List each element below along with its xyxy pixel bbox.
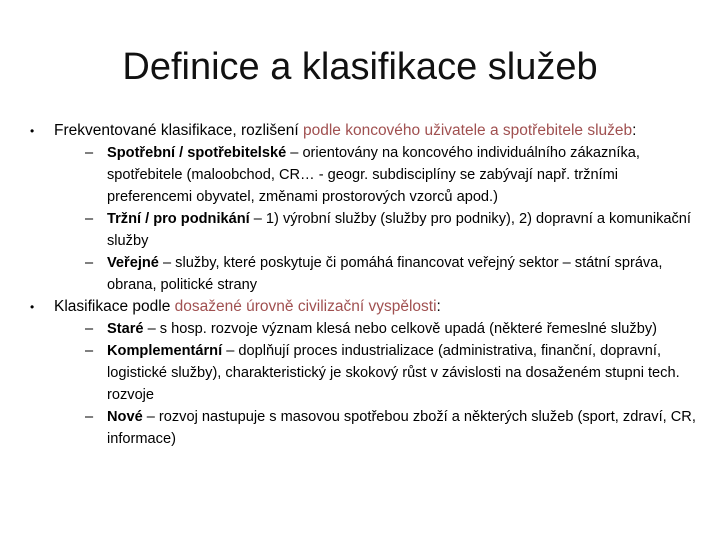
- dash-icon: –: [85, 255, 94, 271]
- sub-item-text: – 1) výrobní služby (služby pro podniky), 2) dopravní a komunikační služby: [107, 211, 691, 249]
- dash-icon: –: [85, 145, 94, 161]
- bullet-icon: •: [30, 300, 35, 314]
- intro-highlight: dosažené úrovně civilizační vyspělosti: [174, 298, 437, 315]
- intro-highlight: podle koncového uživatele a spotřebitele služeb: [302, 122, 633, 139]
- intro-colon: :: [436, 298, 441, 315]
- dash-icon: –: [85, 211, 94, 227]
- sub-item-public: [85, 252, 700, 296]
- intro-text: Klasifikace podle: [54, 298, 175, 315]
- sub-item-consumer: [85, 142, 700, 208]
- sub-item-term: Tržní / pro podnikání: [107, 211, 250, 227]
- sub-item-term: Komplementární: [107, 343, 223, 359]
- sub-item-term: Veřejné: [107, 255, 159, 271]
- sub-item-text: – s hosp. rozvoje význam klesá nebo celkově upadá (některé řemeslné služby): [143, 321, 657, 337]
- bullet-classification-by-user: [30, 120, 700, 142]
- sub-item-term: Nové: [107, 409, 143, 425]
- sub-item-text: – doplňují proces industrializace (administrativa, finanční, dopravní, logistické služby), charakteristický je skokový růst v závislosti na dosaženém stupni tech. rozvoje: [107, 343, 680, 403]
- dash-icon: –: [85, 321, 94, 337]
- sub-item-text: – orientovány na koncového individuálního zákazníka, spotřebitele (maloobchod, CR… - geogr. subdisciplíny se zabývají např. tržními preferencemi obyvatel, změnami prostorových vzorců apod.): [107, 145, 640, 205]
- slide-content: [30, 120, 700, 450]
- bullet-icon: •: [30, 124, 35, 138]
- sub-item-term: Staré: [107, 321, 144, 337]
- intro-text: Frekventované klasifikace, rozlišení: [54, 122, 303, 139]
- sub-item-business: [85, 208, 700, 252]
- intro-colon: :: [632, 122, 637, 139]
- dash-icon: –: [85, 409, 94, 425]
- sub-item-complementary: [85, 340, 700, 406]
- dash-icon: –: [85, 343, 94, 359]
- sub-item-text: – rozvoj nastupuje s masovou spotřebou zboží a některých služeb (sport, zdraví, CR, informace): [107, 409, 696, 447]
- slide-title: Definice a klasifikace služeb: [122, 46, 598, 88]
- sub-item-term: Spotřební / spotřebitelské: [107, 145, 287, 161]
- bullet-classification-by-civilization: [30, 296, 700, 318]
- sub-item-new: [85, 406, 700, 450]
- sub-item-old: [85, 318, 700, 340]
- sub-item-text: – služby, které poskytuje či pomáhá financovat veřejný sektor – státní správa, obrana, politické strany: [107, 255, 663, 293]
